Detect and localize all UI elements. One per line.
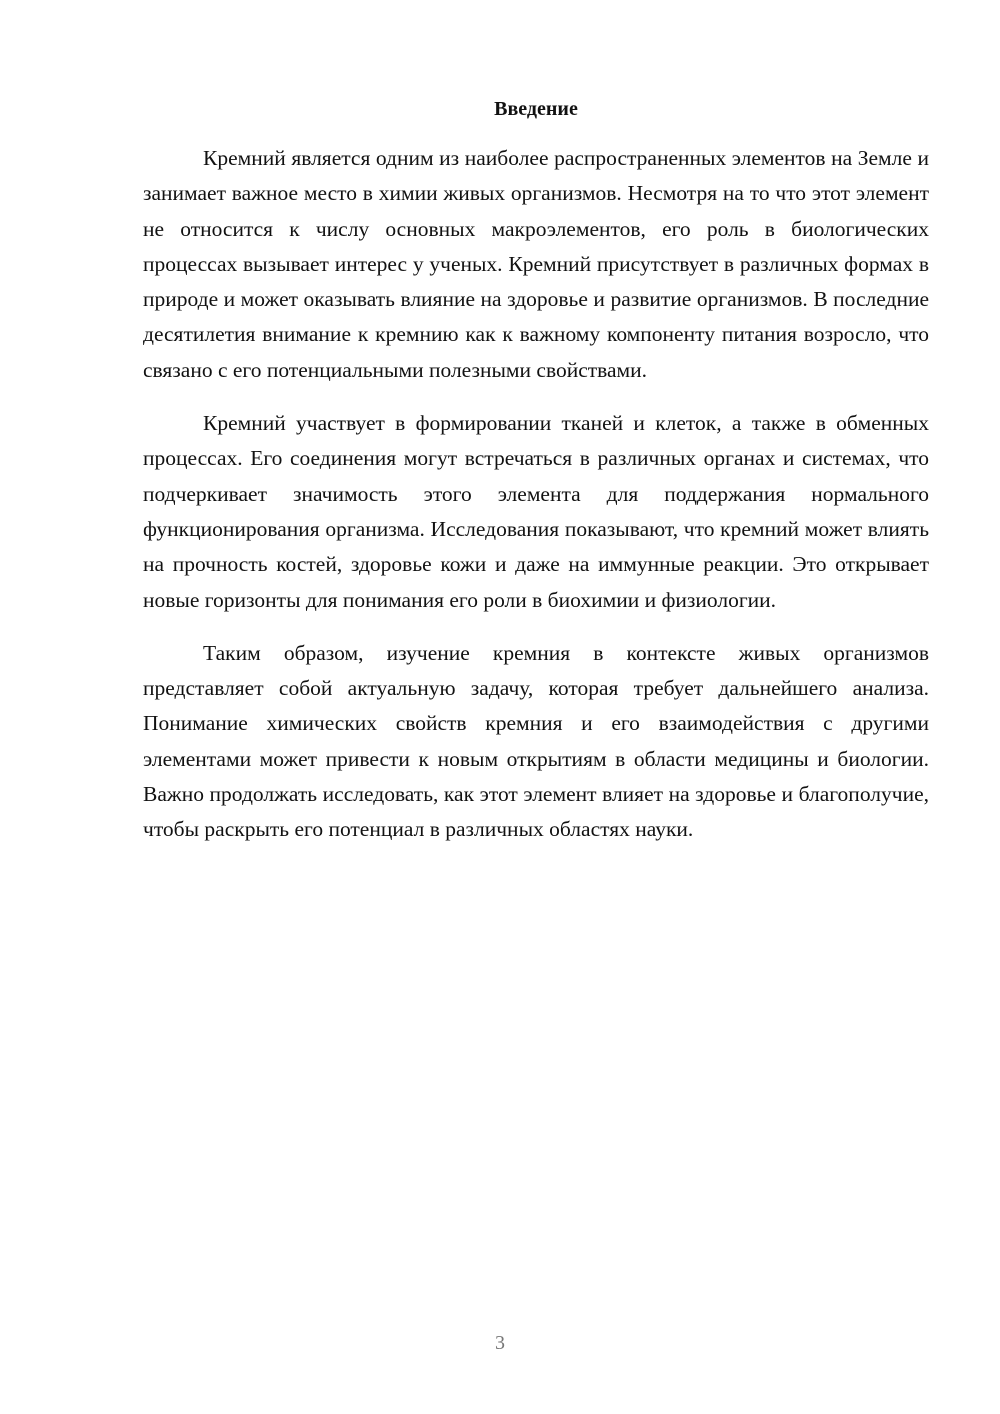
section-title: Введение <box>494 98 578 120</box>
page-content <box>143 92 929 866</box>
paragraph-3: Таким образом, изучение кремния в контексте живых организмов представляет собой актуальную задачу, которая требует дальнейшего анализа. Понимание химических свойств кремния и его взаимодействия с другими элементами может привести к новым открытиям в области медицины и биологии. Важно продолжать исследовать, как этот элемент влияет на здоровье и благополучие, чтобы раскрыть его потенциал в различных областях науки. <box>143 640 929 842</box>
page-number: 3 <box>495 1332 505 1354</box>
paragraph-1: Кремний является одним из наиболее распространенных элементов на Земле и занимает важное место в химии живых организмов. Несмотря на то что этот элемент не относится к числу основных макроэлементов, его роль в биологических процессах вызывает интерес у ученых. Кремний присутствует в различных формах в природе и может оказывать влияние на здоровье и развитие организмов. В последние десятилетия внимание к кремнию как к важному компоненту питания возросло, что связано с его потенциальными полезными свойствами. <box>143 146 929 382</box>
paragraph-2: Кремний участвует в формировании тканей и клеток, а также в обменных процессах. Его соединения могут встречаться в различных органах и системах, что подчеркивает значимость этого элемента для поддержания нормального функционирования организма. Исследования показывают, что кремний может влиять на прочность костей, здоровье кожи и даже на иммунные реакции. Это открывает новые горизонты для понимания его роли в биохимии и физиологии. <box>143 411 929 612</box>
